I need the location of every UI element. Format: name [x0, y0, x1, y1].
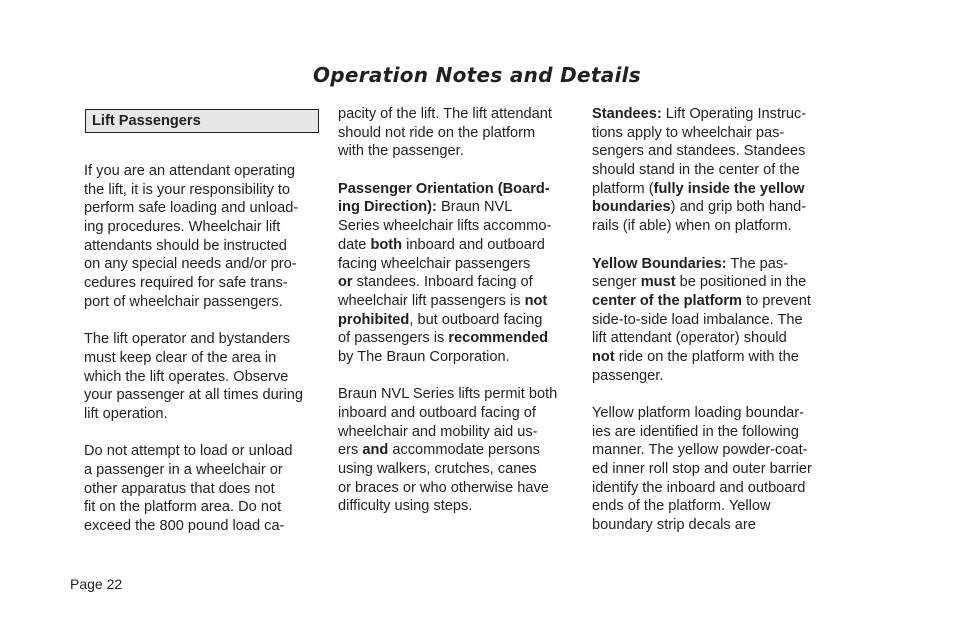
text-line: lift attendant (operator) should — [592, 330, 787, 347]
text-run: Lift Operating Instruc- — [661, 106, 807, 122]
text-line: If you are an attendant operating — [84, 163, 295, 179]
text-run: date — [338, 236, 371, 253]
emphasis: fully inside the yellow — [653, 180, 805, 197]
text-line: tions apply to wheelchair pas- — [592, 124, 785, 141]
text-line — [592, 198, 832, 217]
emphasis: recommended — [448, 330, 549, 347]
text-line: sengers and standees. Standees — [592, 143, 806, 160]
text-line — [592, 255, 832, 274]
text-run: ers — [338, 442, 363, 459]
text-line: should stand in the center of the — [592, 162, 800, 179]
text-line: port of wheelchair passengers. — [84, 293, 283, 310]
text-line: ing procedures. Wheelchair lift — [84, 219, 281, 236]
text-run: to prevent — [742, 292, 811, 309]
text-line — [592, 292, 832, 311]
text-line: lift operation. — [84, 405, 168, 422]
text-line: pacity of the lift. The lift attendant — [338, 106, 552, 122]
paragraph-passenger-orientation — [338, 180, 578, 367]
emphasis: boundaries — [592, 199, 671, 216]
text-run: Braun NVL — [436, 199, 513, 216]
text-line: boundary strip decals are — [592, 517, 756, 534]
text-line: exceed the 800 pound load ca- — [84, 518, 285, 535]
text-line: cedures required for safe trans- — [84, 275, 288, 292]
text-line: which the lift operates. Observe — [84, 368, 289, 385]
subheading-standees: Standees: — [592, 106, 662, 122]
paragraph-standees — [592, 105, 832, 236]
text-run: wheelchair lift passengers is — [338, 292, 525, 309]
text-run: standees. Inboard facing of — [352, 274, 533, 291]
text-line — [338, 198, 578, 217]
text-line — [592, 348, 832, 367]
text-line — [338, 329, 578, 348]
text-line: your passenger at all times during — [84, 387, 304, 404]
text-line — [338, 311, 578, 330]
emphasis: not — [592, 348, 615, 365]
text-line — [592, 180, 832, 199]
text-line: Series wheelchair lifts accommo- — [338, 218, 552, 235]
text-line — [338, 441, 578, 460]
emphasis: prohibited — [338, 311, 410, 328]
text-line: or braces or who otherwise have — [338, 479, 549, 496]
paragraph-attendant-responsibility — [84, 162, 322, 312]
text-line — [338, 292, 578, 311]
emphasis: center of the platform — [592, 292, 743, 309]
text-line: should not ride on the platform — [338, 124, 536, 141]
text-line: wheelchair and mobility aid us- — [338, 423, 538, 440]
text-run: platform ( — [592, 180, 654, 197]
text-line — [338, 180, 578, 199]
column-3 — [592, 105, 832, 535]
text-line: ies are identified in the following — [592, 423, 799, 440]
text-line — [592, 273, 832, 292]
text-run: inboard and outboard — [402, 236, 545, 253]
text-line: identify the inboard and outboard — [592, 479, 806, 496]
text-line: The lift operator and bystanders — [84, 331, 291, 348]
text-line: passenger. — [592, 367, 664, 384]
text-line: Braun NVL Series lifts permit both — [338, 386, 558, 403]
text-line: a passenger in a wheelchair or — [84, 462, 283, 478]
emphasis: must — [640, 274, 676, 291]
text-line: attendants should be instructed — [84, 237, 287, 254]
text-line: the lift, it is your responsibility to — [84, 181, 291, 198]
text-run: senger — [592, 274, 641, 291]
column-1 — [84, 162, 322, 536]
text-line: facing wheelchair passengers — [338, 255, 531, 272]
text-run: ) and grip both hand- — [670, 199, 807, 216]
text-run: accommodate persons — [388, 442, 540, 459]
text-run: of passengers is — [338, 330, 449, 347]
section-heading-lift-passengers: Lift Passengers — [85, 109, 319, 133]
subheading-passenger-orientation: Passenger Orientation (Board- — [338, 180, 550, 197]
column-2 — [338, 105, 578, 516]
page-number: Page 22 — [70, 576, 123, 592]
text-run: ride on the platform with the — [614, 348, 799, 365]
text-line: using walkers, crutches, canes — [338, 461, 537, 478]
text-line: by The Braun Corporation. — [338, 348, 510, 365]
text-run: be positioned in the — [675, 274, 807, 291]
emphasis: or — [338, 274, 353, 291]
emphasis: not — [524, 292, 548, 309]
text-line — [338, 236, 578, 255]
paragraph-yellow-boundaries — [592, 255, 832, 386]
text-line: inboard and outboard facing of — [338, 405, 536, 421]
paragraph-load-capacity — [338, 105, 578, 161]
emphasis: and — [362, 442, 389, 459]
paragraph-load-limits — [84, 442, 322, 535]
emphasis: both — [370, 236, 403, 253]
text-line: difficulty using steps. — [338, 498, 473, 515]
text-line: must keep clear of the area in — [84, 349, 277, 366]
text-run: The pas- — [726, 255, 789, 272]
text-line: rails (if able) when on platform. — [592, 218, 792, 235]
text-line: Yellow platform loading boundar- — [592, 405, 805, 421]
text-line: with the passenger. — [338, 143, 464, 160]
subheading-boarding-direction: ing Direction): — [338, 199, 437, 216]
text-line: perform safe loading and unload- — [84, 200, 299, 217]
paragraph-walkers-canes — [338, 385, 578, 516]
paragraph-keep-clear — [84, 330, 322, 423]
text-line: fit on the platform area. Do not — [84, 499, 282, 516]
page-title: Operation Notes and Details — [312, 63, 642, 87]
text-line: ed inner roll stop and outer barrier — [592, 461, 812, 478]
text-line: Do not attempt to load or unload — [84, 443, 293, 460]
subheading-yellow-boundaries: Yellow Boundaries: — [592, 255, 727, 272]
text-line: on any special needs and/or pro- — [84, 256, 297, 273]
paragraph-boundary-identification — [592, 404, 832, 535]
text-line: side-to-side load imbalance. The — [592, 311, 803, 328]
text-line: ends of the platform. Yellow — [592, 498, 771, 515]
text-line — [338, 273, 578, 292]
text-line — [592, 105, 832, 124]
text-line: manner. The yellow powder-coat- — [592, 442, 808, 459]
text-run: , but outboard facing — [409, 311, 543, 328]
text-line: other apparatus that does not — [84, 480, 275, 497]
